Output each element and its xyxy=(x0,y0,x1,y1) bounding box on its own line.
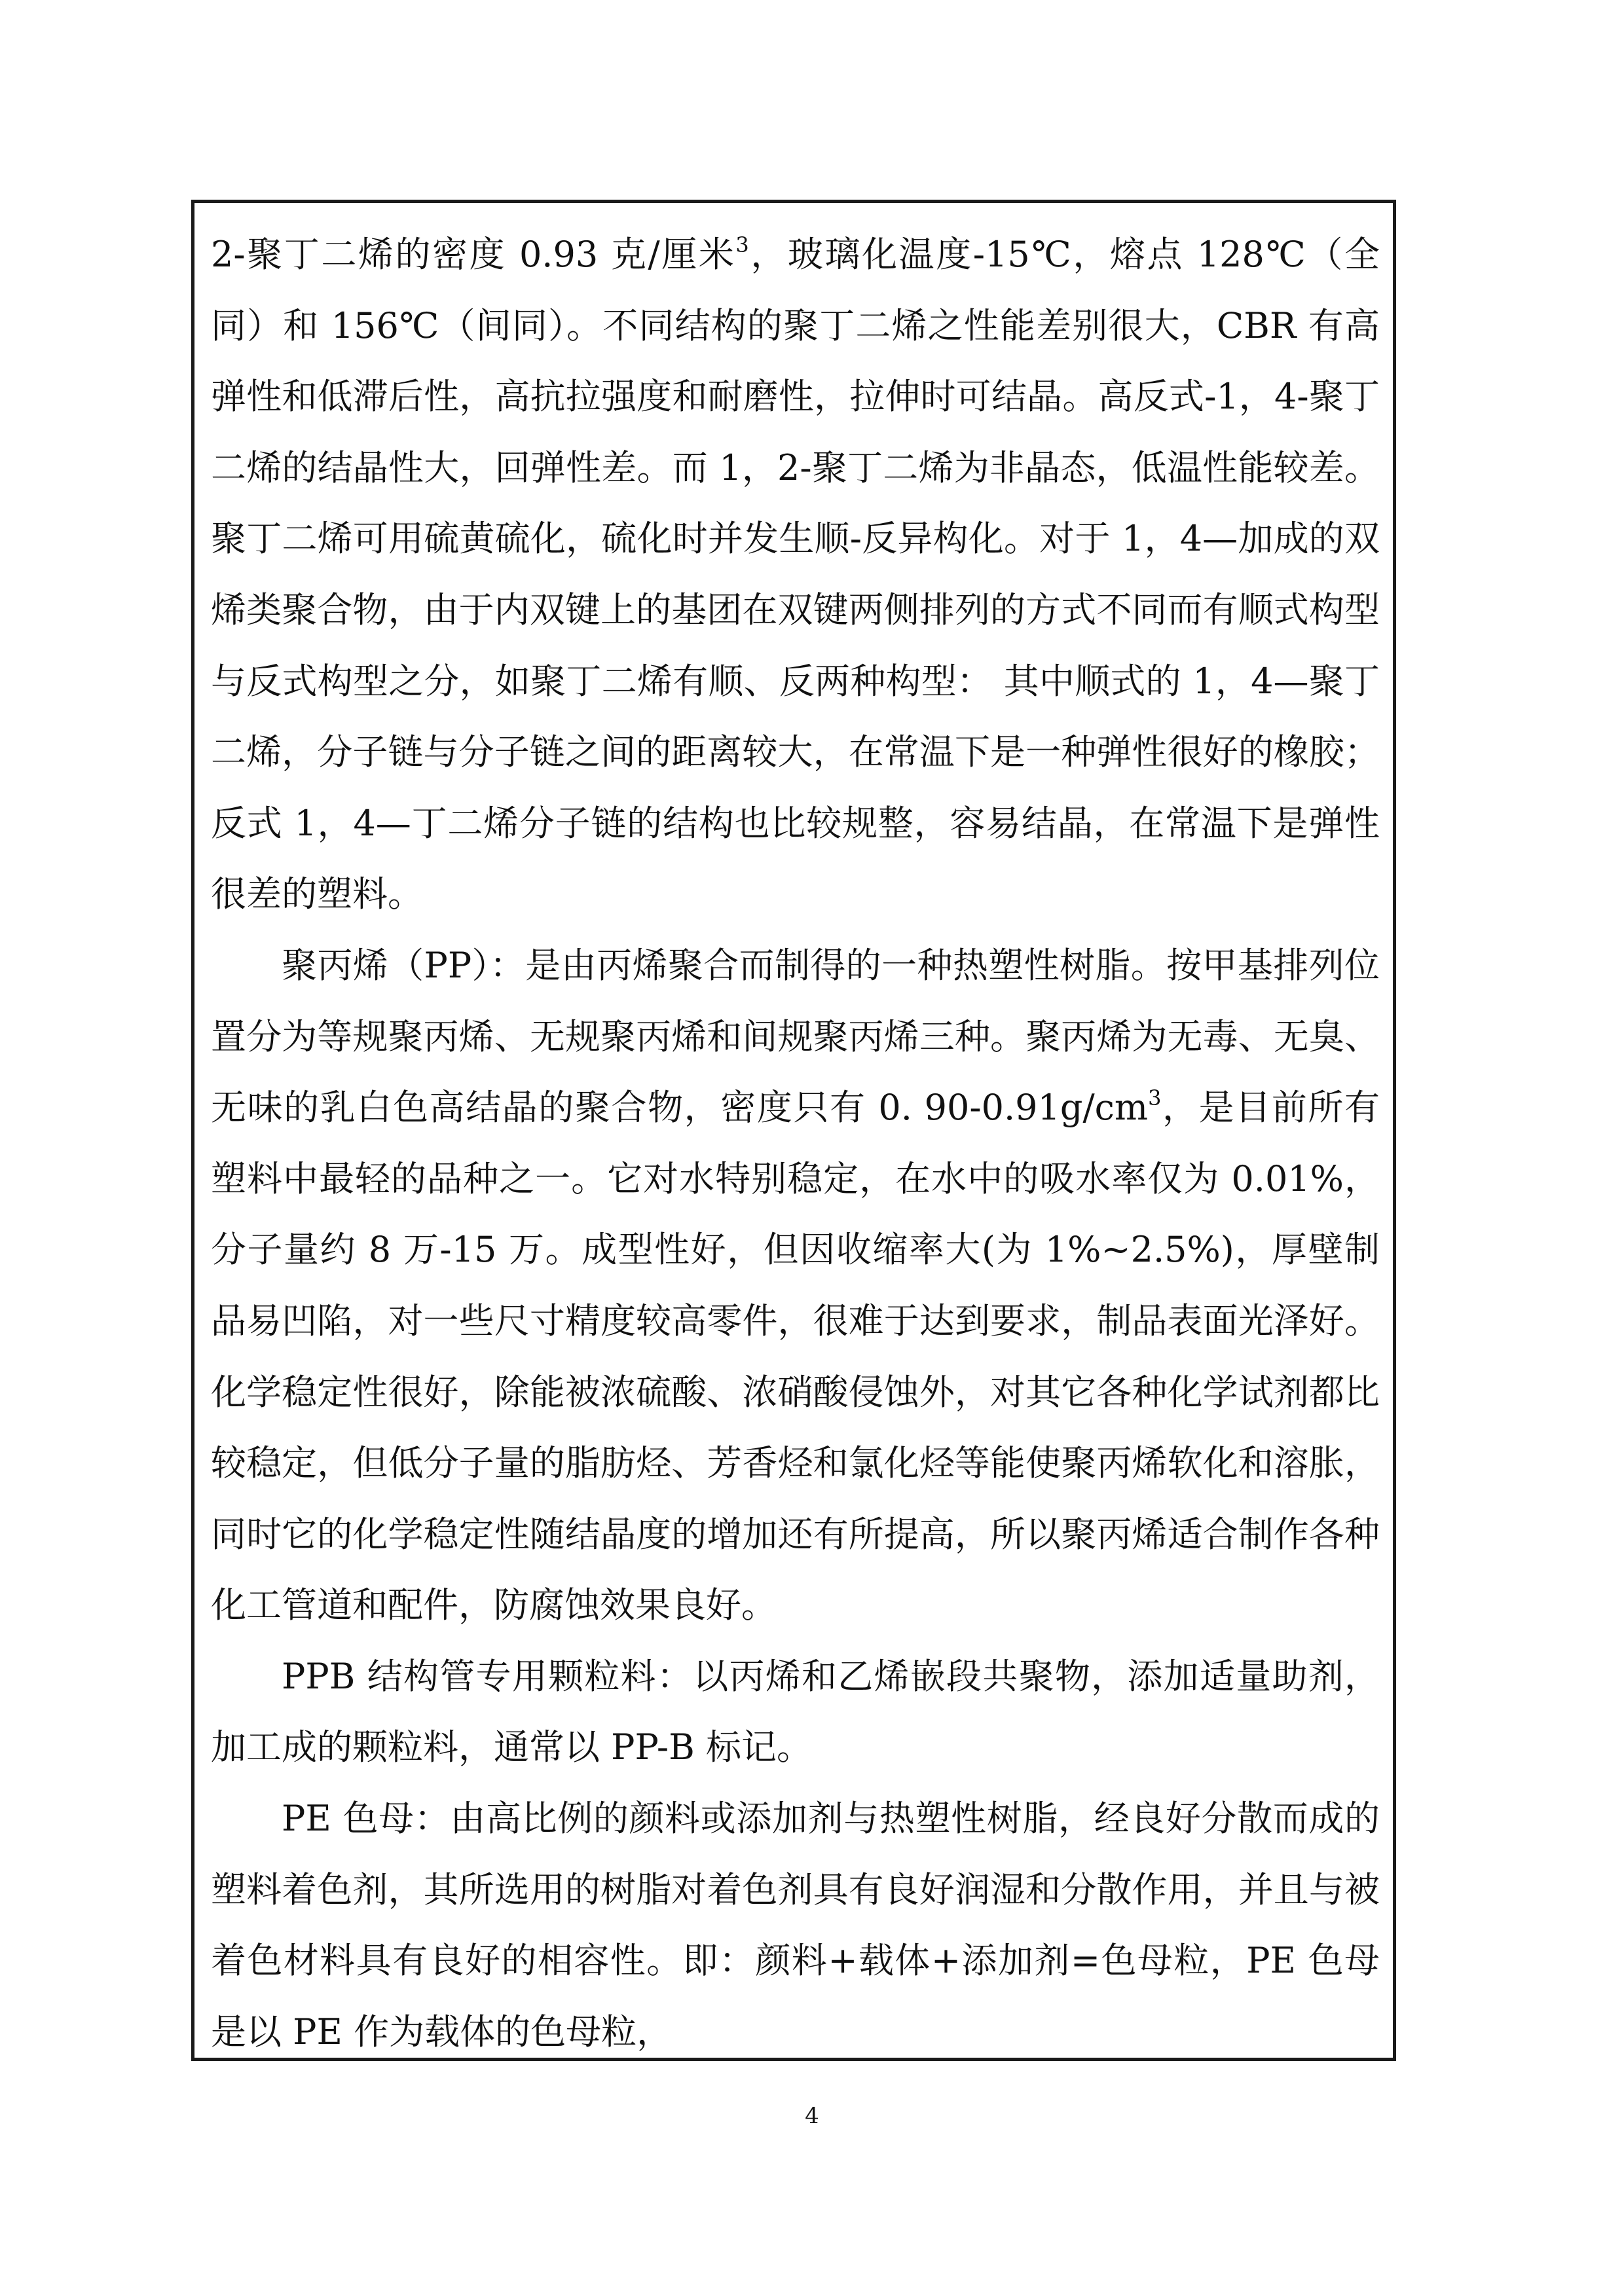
body-text xyxy=(211,219,1380,2068)
paragraph-polybutadiene xyxy=(211,219,1380,930)
page-number: 4 xyxy=(805,2103,819,2129)
text-segment: ，玻璃化温度-15℃，熔点 128℃（全同）和 156℃（间同）。不同结构的聚丁二烯之性能差别很大，CBR 有高弹性和低滞后性，高抗拉强度和耐磨性，拉伸时可结晶。高反式-1，4-聚丁二烯的结晶性大，回弹性差。而 1，2-聚丁二烯为非晶态，低温性能较差。聚丁二烯可用硫黄硫化，硫化时并发生顺-反异构化。对于 1，4—加成的双烯类聚合物，由于内双键上的基团在双键两侧排列的方式不同而有顺式构型与反式构型之分，如聚丁二烯有顺、反两种构型： 其中顺式的 1，4—聚丁二烯，分子链与分子链之间的距离较大，在常温下是一种弹性很好的橡胶；反式 1，4—丁二烯分子链的结构也比较规整，容易结晶，在常温下是弹性很差的塑料。 xyxy=(211,234,1380,915)
text-segment: ，是目前所有塑料中最轻的品种之一。它对水特别稳定，在水中的吸水率仅为 0.01%，分子量约 8 万-15 万。成型性好，但因收缩率大(为 1%~2.5%)，厚壁制品易凹陷，对一些尺寸精度较高零件，很难于达到要求，制品表面光泽好。化学稳定性很好，除能被浓硫酸、浓硝酸侵蚀外，对其它各种化学试剂都比较稳定，但低分子量的脂肪烃、芳香烃和氯化烃等能使聚丙烯软化和溶胀，同时它的化学稳定性随结晶度的增加还有所提高，所以聚丙烯适合制作各种化工管道和配件，防腐蚀效果良好。 xyxy=(211,1087,1380,1626)
text-segment: 2-聚丁二烯的密度 0.93 克/厘米 xyxy=(211,234,736,275)
paragraph-pe-masterbatch: PE 色母：由高比例的颜料或添加剂与热塑性树脂，经良好分散而成的塑料着色剂，其所选用的树脂对着色剂具有良好润湿和分散作用，并且与被着色材料具有良好的相容性。即：颜料+载体+添加剂=色母粒，PE 色母是以 PE 作为载体的色母粒， xyxy=(211,1798,1380,2052)
paragraph-ppb-granules: PPB 结构管专用颗粒料：以丙烯和乙烯嵌段共聚物，添加适量助剂，加工成的颗粒料，通常以 PP-B 标记。 xyxy=(211,1655,1380,1768)
paragraph-polypropylene xyxy=(211,930,1380,1641)
superscript: 3 xyxy=(735,232,749,257)
superscript: 3 xyxy=(1148,1085,1162,1111)
text-segment: 聚丙烯（PP）：是由丙烯聚合而制得的一种热塑性树脂。按甲基排列位置分为等规聚丙烯、无规聚丙烯和间规聚丙烯三种。聚丙烯为无毒、无臭、无味的乳白色高结晶的聚合物，密度只有 0. 90-0.91g/cm xyxy=(211,944,1380,1129)
content-frame xyxy=(191,200,1396,2061)
